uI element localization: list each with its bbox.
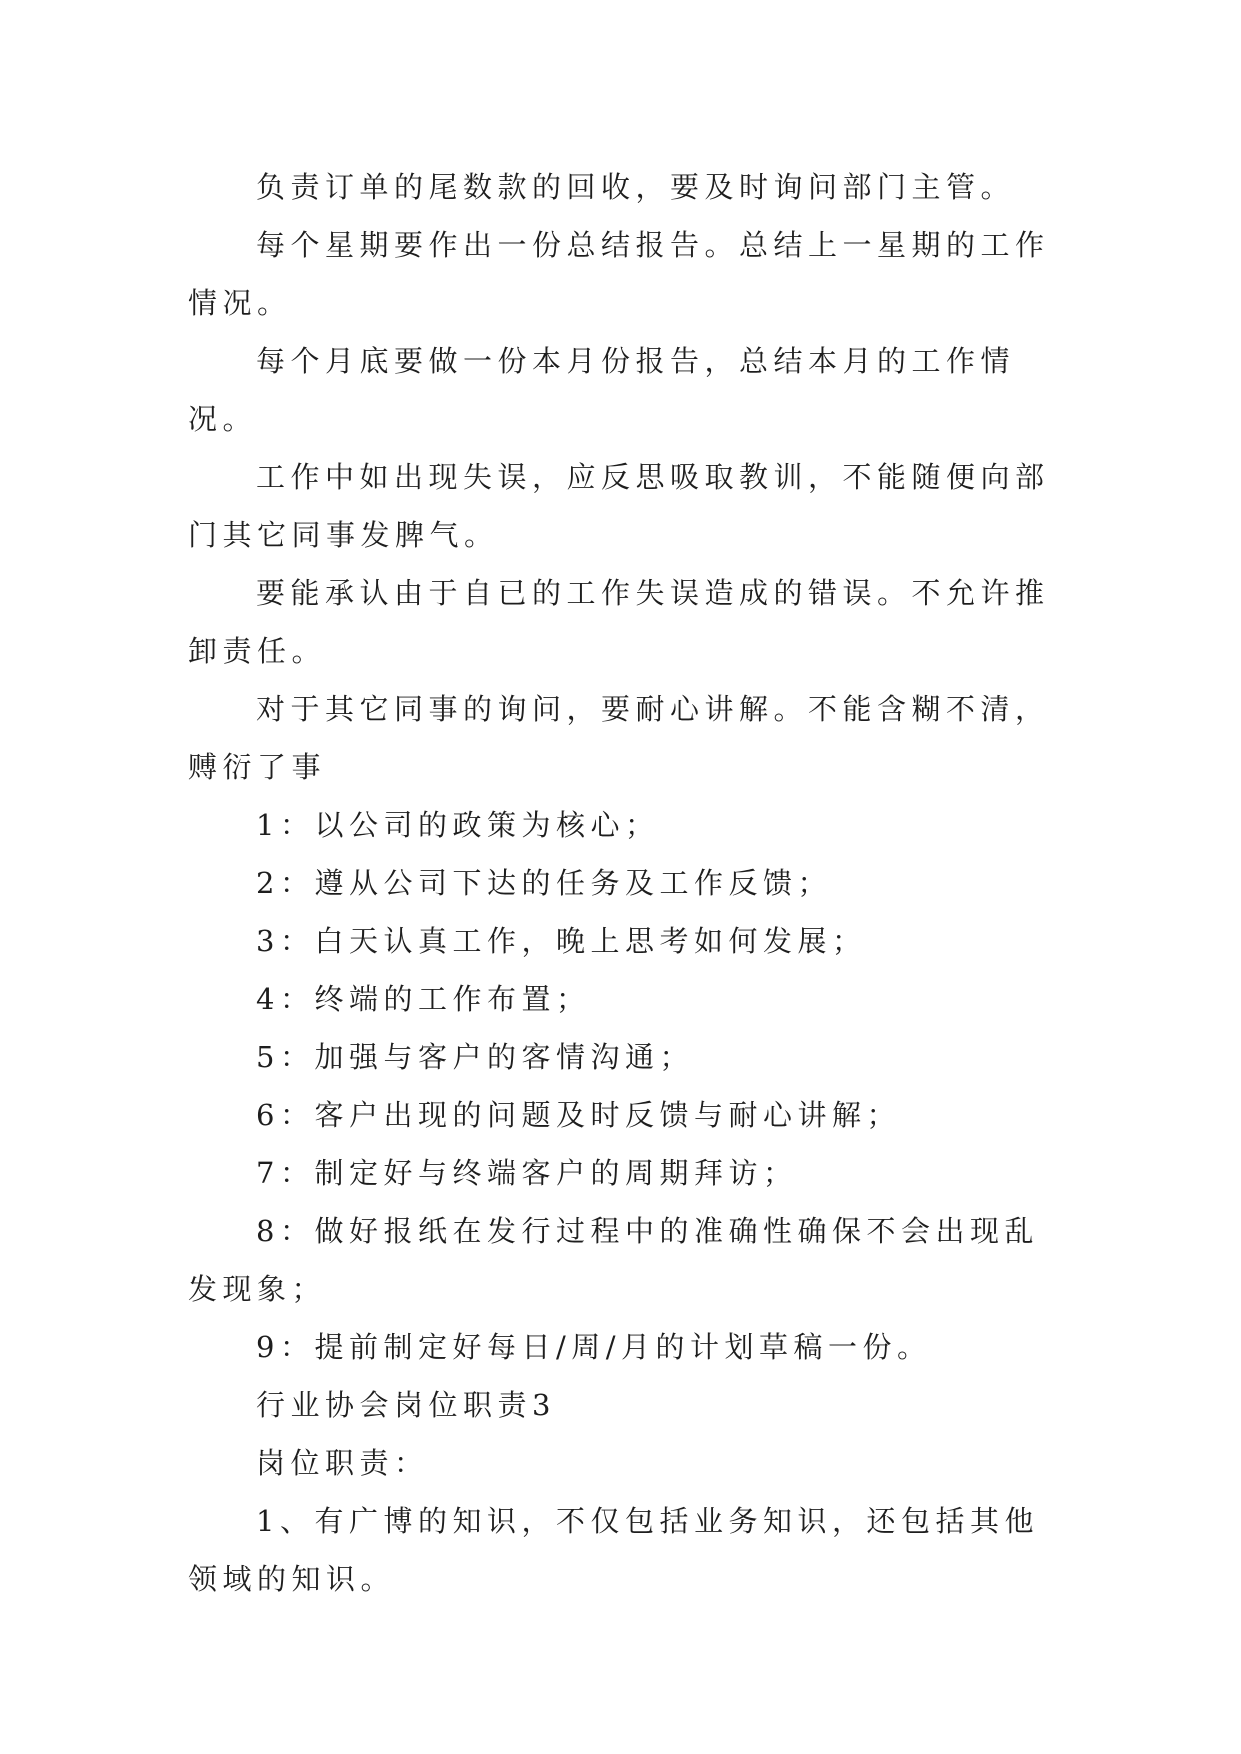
list-item: 9：提前制定好每日/周/月的计划草稿一份。 <box>256 1330 932 1364</box>
list-item: 1：以公司的政策为核心； <box>256 808 660 842</box>
list-item: 4：终端的工作布置； <box>256 982 591 1016</box>
list-item: 1、有广博的知识，不仅包括业务知识，还包括其他领域的知识。 <box>188 1504 1039 1596</box>
section-subheading: 岗位职责： <box>256 1446 429 1480</box>
paragraph: 工作中如出现失误，应反思吸取教训，不能随便向部门其它同事发脾气。 <box>188 460 1050 552</box>
paragraph: 负责订单的尾数款的回收，要及时询问部门主管。 <box>256 170 1016 204</box>
list-item: 5：加强与客户的客情沟通； <box>256 1040 694 1074</box>
paragraph: 要能承认由于自已的工作失误造成的错误。不允许推卸责任。 <box>188 576 1050 668</box>
list-item: 7：制定好与终端客户的周期拜访； <box>256 1156 798 1190</box>
paragraph: 对于其它同事的询问，要耐心讲解。不能含糊不清，赙衍了事 <box>188 692 1050 784</box>
paragraph: 每个月底要做一份本月份报告，总结本月的工作情况。 <box>188 344 1016 436</box>
section-heading: 行业协会岗位职责3 <box>256 1388 556 1422</box>
paragraph: 每个星期要作出一份总结报告。总结上一星期的工作情况。 <box>188 228 1050 320</box>
list-item: 2：遵从公司下达的任务及工作反馈； <box>256 866 832 900</box>
list-item: 8：做好报纸在发行过程中的准确性确保不会出现乱发现象； <box>188 1214 1039 1306</box>
list-item: 6：客户出现的问题及时反馈与耐心讲解； <box>256 1098 901 1132</box>
document-body <box>188 158 1050 1608</box>
list-item: 3：白天认真工作，晚上思考如何发展； <box>256 924 867 958</box>
